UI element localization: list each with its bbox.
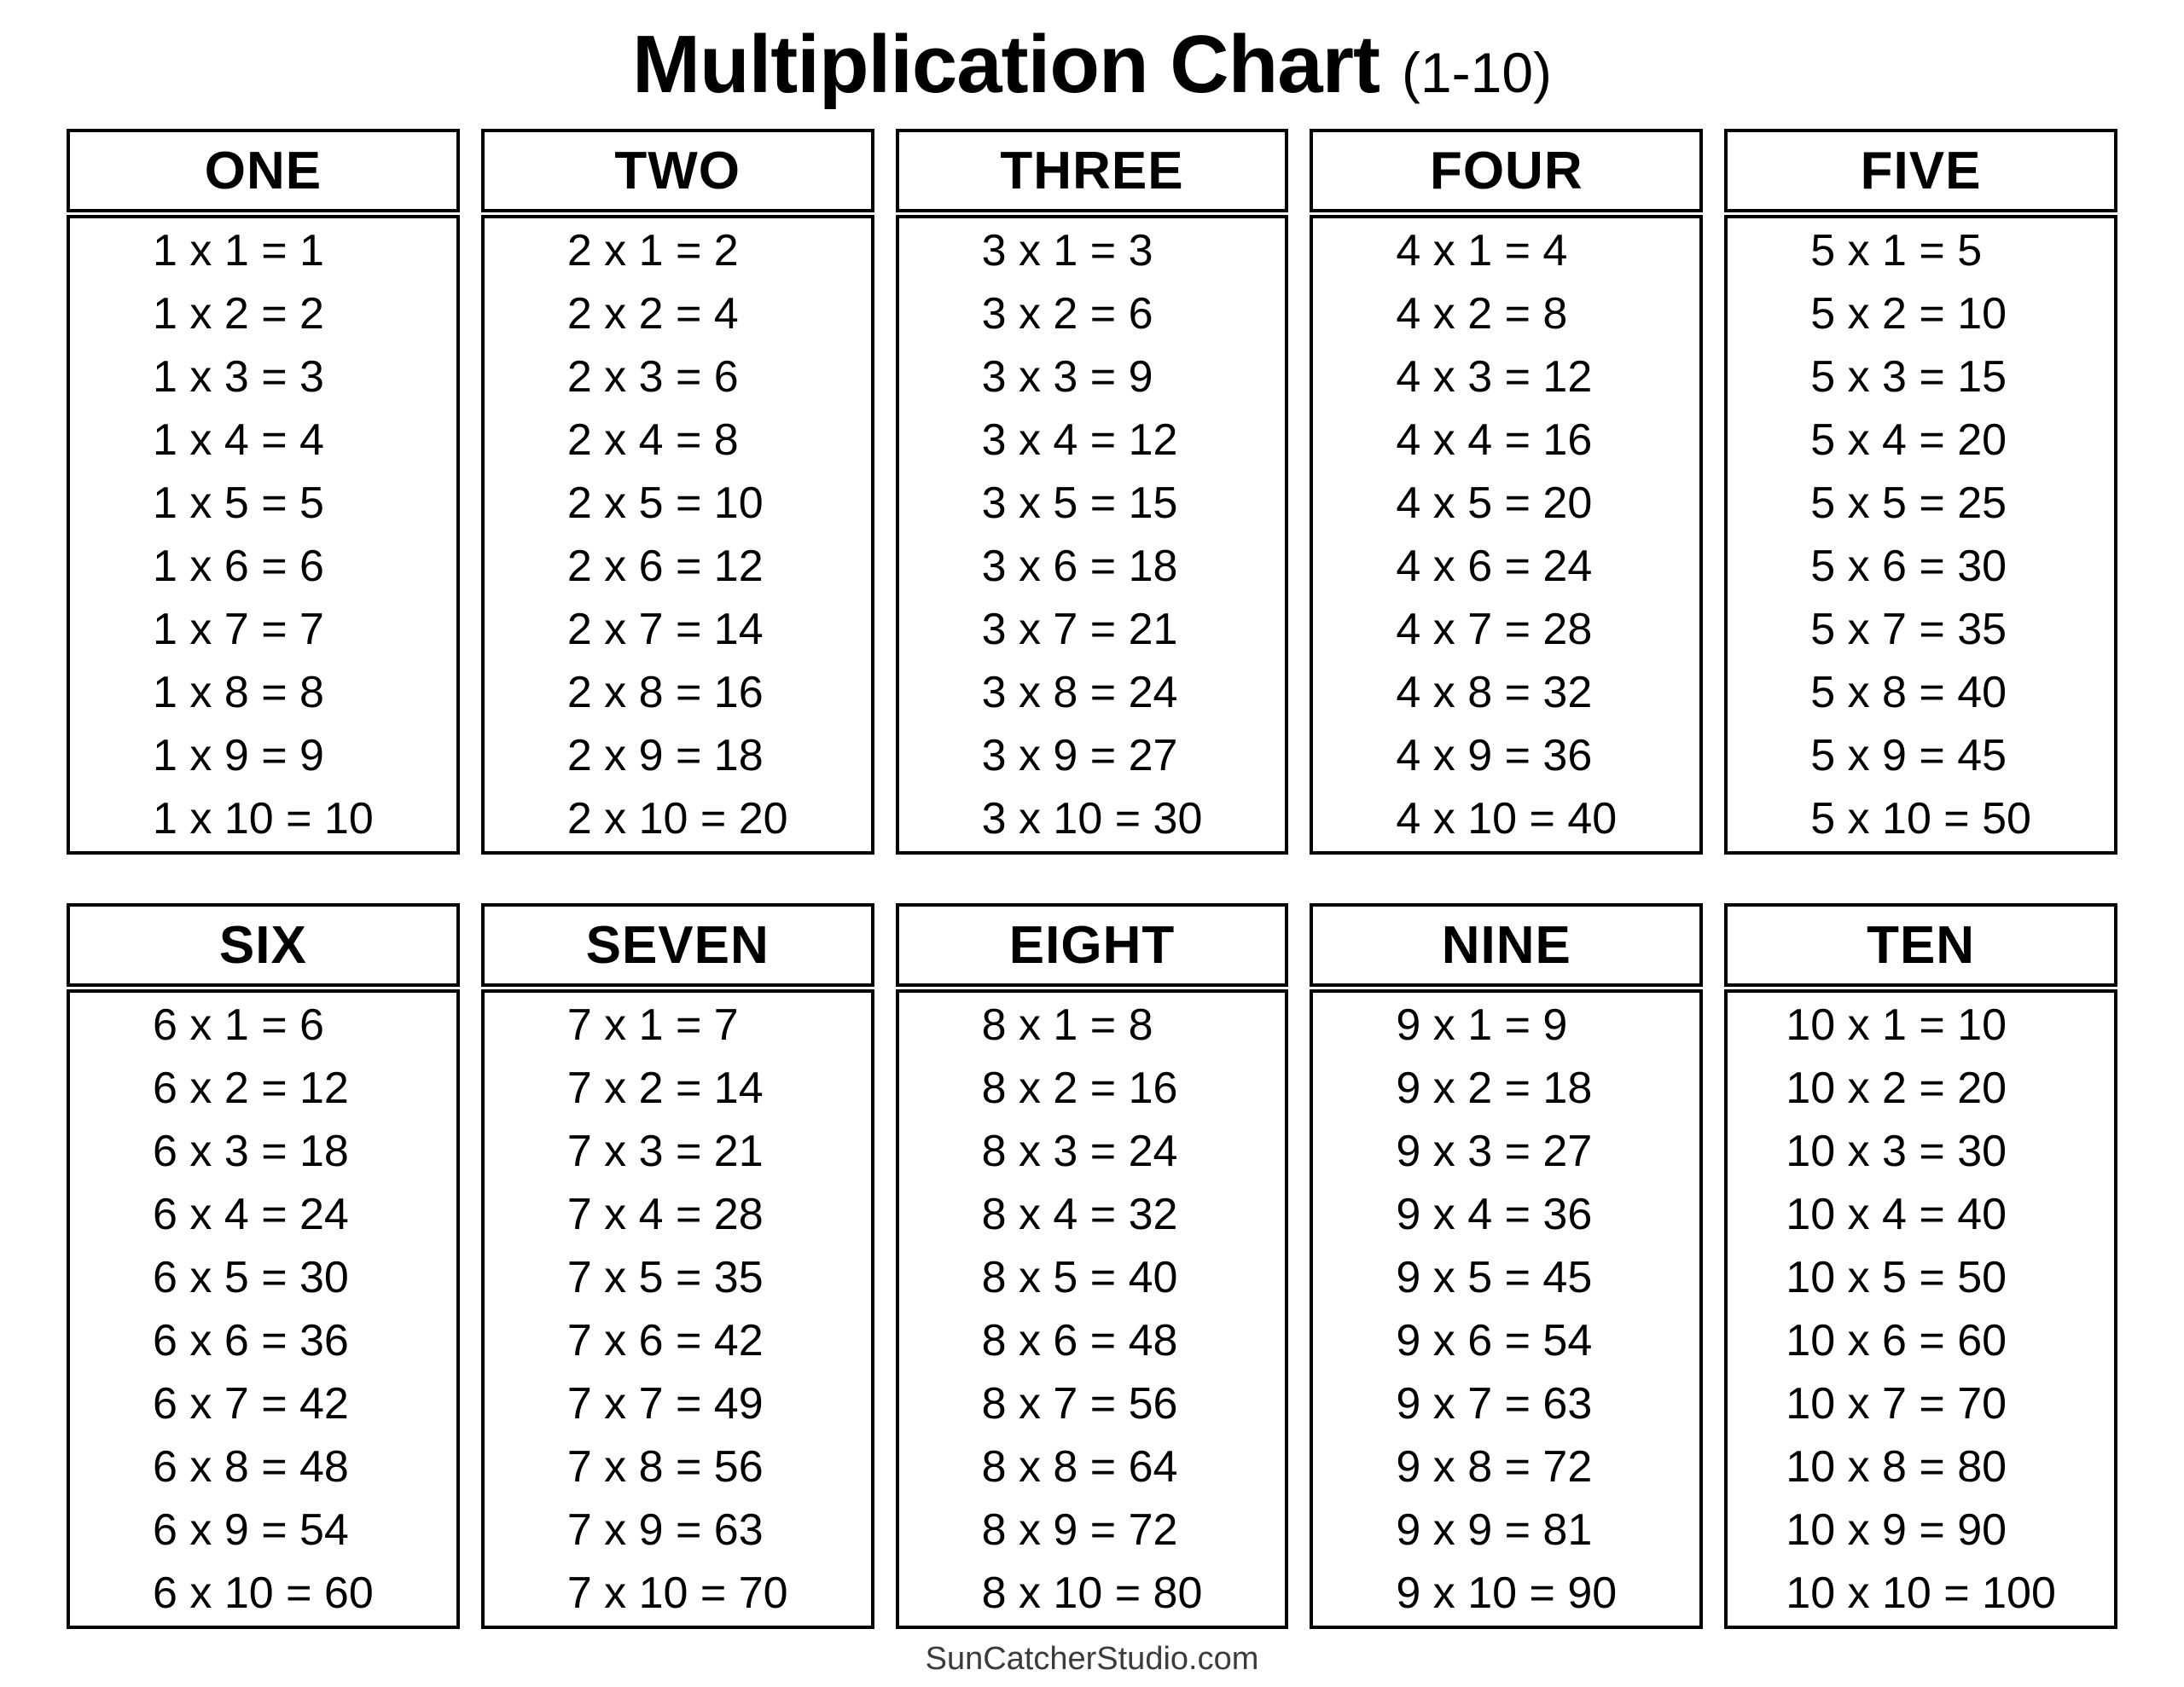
fact-row: 6 x 7 = 42 xyxy=(153,1379,349,1429)
fact-row: 8 x 3 = 24 xyxy=(981,1127,1178,1176)
fact-row: 10 x 9 = 90 xyxy=(1786,1505,2007,1555)
table-header: SIX xyxy=(67,903,460,987)
fact-row: 7 x 4 = 28 xyxy=(566,1190,764,1239)
fact-row: 4 x 1 = 4 xyxy=(1396,226,1568,275)
fact-row: 2 x 10 = 20 xyxy=(566,794,788,844)
multiplication-table-card xyxy=(67,129,460,855)
fact-row: 3 x 3 = 9 xyxy=(981,352,1153,402)
fact-row: 6 x 2 = 12 xyxy=(153,1064,349,1113)
table-header: EIGHT xyxy=(896,903,1289,987)
fact-row: 3 x 6 = 18 xyxy=(981,542,1178,591)
fact-row: 5 x 3 = 15 xyxy=(1810,352,2007,402)
table-header: ONE xyxy=(67,129,460,212)
fact-row: 10 x 5 = 50 xyxy=(1786,1253,2007,1302)
fact-row: 1 x 10 = 10 xyxy=(153,794,374,844)
fact-row: 9 x 5 = 45 xyxy=(1396,1253,1593,1302)
fact-row: 2 x 2 = 4 xyxy=(566,289,739,339)
table-body xyxy=(67,989,460,1629)
table-body xyxy=(1724,215,2117,855)
page-title-main: Multiplication Chart xyxy=(631,18,1380,110)
fact-row: 1 x 1 = 1 xyxy=(153,226,324,275)
fact-row: 2 x 5 = 10 xyxy=(566,478,764,528)
fact-row: 5 x 9 = 45 xyxy=(1810,731,2007,780)
table-body xyxy=(896,989,1289,1629)
fact-row: 8 x 5 = 40 xyxy=(981,1253,1178,1302)
fact-row: 2 x 8 = 16 xyxy=(566,668,764,717)
fact-row: 2 x 7 = 14 xyxy=(566,605,764,654)
table-body xyxy=(67,215,460,855)
page-title xyxy=(0,0,2184,129)
fact-row: 9 x 2 = 18 xyxy=(1396,1064,1593,1113)
fact-row: 10 x 2 = 20 xyxy=(1786,1064,2007,1113)
fact-row: 9 x 6 = 54 xyxy=(1396,1316,1593,1365)
fact-row: 3 x 9 = 27 xyxy=(981,731,1178,780)
table-header: THREE xyxy=(896,129,1289,212)
page-title-inner xyxy=(632,18,1552,112)
fact-row: 8 x 2 = 16 xyxy=(981,1064,1178,1113)
fact-row: 4 x 3 = 12 xyxy=(1396,352,1593,402)
fact-row: 10 x 10 = 100 xyxy=(1786,1568,2056,1618)
fact-row: 9 x 8 = 72 xyxy=(1396,1442,1593,1492)
multiplication-table-card xyxy=(896,903,1289,1629)
fact-row: 8 x 8 = 64 xyxy=(981,1442,1178,1492)
fact-row: 6 x 9 = 54 xyxy=(153,1505,349,1555)
fact-row: 7 x 10 = 70 xyxy=(566,1568,788,1618)
page-footer xyxy=(0,1641,2184,1678)
fact-row: 9 x 7 = 63 xyxy=(1396,1379,1593,1429)
multiplication-table-card xyxy=(1310,129,1703,855)
table-body xyxy=(1310,215,1703,855)
fact-row: 7 x 5 = 35 xyxy=(566,1253,764,1302)
fact-row: 5 x 8 = 40 xyxy=(1810,668,2007,717)
fact-row: 2 x 6 = 12 xyxy=(566,542,764,591)
fact-row: 10 x 1 = 10 xyxy=(1786,1000,2007,1050)
facts-list xyxy=(567,994,788,1625)
fact-row: 1 x 9 = 9 xyxy=(153,731,324,780)
fact-row: 7 x 3 = 21 xyxy=(566,1127,764,1176)
fact-row: 3 x 7 = 21 xyxy=(981,605,1178,654)
fact-row: 3 x 4 = 12 xyxy=(981,415,1178,465)
fact-row: 6 x 6 = 36 xyxy=(153,1316,349,1365)
fact-row: 1 x 5 = 5 xyxy=(153,478,324,528)
multiplication-tables-grid xyxy=(67,129,2117,1629)
table-body xyxy=(896,215,1289,855)
fact-row: 3 x 8 = 24 xyxy=(981,668,1178,717)
fact-row: 10 x 4 = 40 xyxy=(1786,1190,2007,1239)
table-body xyxy=(1724,989,2117,1629)
fact-row: 8 x 7 = 56 xyxy=(981,1379,1178,1429)
fact-row: 10 x 3 = 30 xyxy=(1786,1127,2007,1176)
fact-row: 2 x 4 = 8 xyxy=(566,415,739,465)
fact-row: 4 x 4 = 16 xyxy=(1396,415,1593,465)
fact-row: 4 x 5 = 20 xyxy=(1396,478,1593,528)
fact-row: 1 x 7 = 7 xyxy=(153,605,324,654)
page-title-range: (1-10) xyxy=(1401,40,1553,104)
table-header: TWO xyxy=(481,129,874,212)
fact-row: 5 x 1 = 5 xyxy=(1810,226,1983,275)
table-body xyxy=(481,215,874,855)
fact-row: 8 x 9 = 72 xyxy=(981,1505,1178,1555)
table-header: SEVEN xyxy=(481,903,874,987)
fact-row: 5 x 6 = 30 xyxy=(1810,542,2007,591)
facts-list xyxy=(982,219,1203,850)
fact-row: 1 x 2 = 2 xyxy=(153,289,324,339)
fact-row: 9 x 10 = 90 xyxy=(1396,1568,1618,1618)
fact-row: 6 x 8 = 48 xyxy=(153,1442,349,1492)
facts-list xyxy=(1810,219,2031,850)
fact-row: 6 x 3 = 18 xyxy=(153,1127,349,1176)
facts-list xyxy=(567,219,788,850)
fact-row: 2 x 9 = 18 xyxy=(566,731,764,780)
fact-row: 1 x 4 = 4 xyxy=(153,415,324,465)
fact-row: 6 x 10 = 60 xyxy=(153,1568,374,1618)
fact-row: 2 x 3 = 6 xyxy=(566,352,739,402)
fact-row: 10 x 8 = 80 xyxy=(1786,1442,2007,1492)
fact-row: 5 x 7 = 35 xyxy=(1810,605,2007,654)
table-header: NINE xyxy=(1310,903,1703,987)
fact-row: 3 x 1 = 3 xyxy=(981,226,1153,275)
facts-list xyxy=(153,994,374,1625)
facts-list xyxy=(1786,994,2056,1625)
fact-row: 7 x 1 = 7 xyxy=(566,1000,739,1050)
fact-row: 5 x 10 = 50 xyxy=(1810,794,2031,844)
fact-row: 2 x 1 = 2 xyxy=(566,226,739,275)
fact-row: 9 x 4 = 36 xyxy=(1396,1190,1593,1239)
fact-row: 7 x 7 = 49 xyxy=(566,1379,764,1429)
fact-row: 4 x 8 = 32 xyxy=(1396,668,1593,717)
table-body xyxy=(481,989,874,1629)
multiplication-table-card xyxy=(67,903,460,1629)
table-header: FOUR xyxy=(1310,129,1703,212)
fact-row: 7 x 8 = 56 xyxy=(566,1442,764,1492)
multiplication-table-card xyxy=(1724,903,2117,1629)
fact-row: 8 x 6 = 48 xyxy=(981,1316,1178,1365)
multiplication-table-card xyxy=(896,129,1289,855)
fact-row: 4 x 7 = 28 xyxy=(1396,605,1593,654)
fact-row: 5 x 5 = 25 xyxy=(1810,478,2007,528)
footer-site-name: SunCatcherStudio.com xyxy=(925,1641,1259,1677)
fact-row: 4 x 9 = 36 xyxy=(1396,731,1593,780)
facts-list xyxy=(1396,994,1617,1625)
fact-row: 8 x 1 = 8 xyxy=(981,1000,1153,1050)
fact-row: 10 x 7 = 70 xyxy=(1786,1379,2007,1429)
fact-row: 3 x 10 = 30 xyxy=(981,794,1203,844)
fact-row: 1 x 8 = 8 xyxy=(153,668,324,717)
fact-row: 3 x 2 = 6 xyxy=(981,289,1153,339)
table-body xyxy=(1310,989,1703,1629)
facts-list xyxy=(1396,219,1617,850)
fact-row: 9 x 3 = 27 xyxy=(1396,1127,1593,1176)
fact-row: 10 x 6 = 60 xyxy=(1786,1316,2007,1365)
fact-row: 6 x 5 = 30 xyxy=(153,1253,349,1302)
fact-row: 8 x 10 = 80 xyxy=(981,1568,1203,1618)
fact-row: 7 x 6 = 42 xyxy=(566,1316,764,1365)
fact-row: 4 x 6 = 24 xyxy=(1396,542,1593,591)
table-header: TEN xyxy=(1724,903,2117,987)
fact-row: 1 x 3 = 3 xyxy=(153,352,324,402)
fact-row: 8 x 4 = 32 xyxy=(981,1190,1178,1239)
multiplication-table-card xyxy=(1724,129,2117,855)
table-header: FIVE xyxy=(1724,129,2117,212)
fact-row: 6 x 4 = 24 xyxy=(153,1190,349,1239)
fact-row: 9 x 1 = 9 xyxy=(1396,1000,1568,1050)
fact-row: 7 x 9 = 63 xyxy=(566,1505,764,1555)
fact-row: 5 x 2 = 10 xyxy=(1810,289,2007,339)
facts-list xyxy=(982,994,1203,1625)
multiplication-table-card xyxy=(1310,903,1703,1629)
fact-row: 4 x 10 = 40 xyxy=(1396,794,1618,844)
fact-row: 7 x 2 = 14 xyxy=(566,1064,764,1113)
fact-row: 6 x 1 = 6 xyxy=(153,1000,324,1050)
fact-row: 4 x 2 = 8 xyxy=(1396,289,1568,339)
fact-row: 5 x 4 = 20 xyxy=(1810,415,2007,465)
fact-row: 3 x 5 = 15 xyxy=(981,478,1178,528)
fact-row: 9 x 9 = 81 xyxy=(1396,1505,1593,1555)
multiplication-table-card xyxy=(481,129,874,855)
facts-list xyxy=(153,219,374,850)
multiplication-table-card xyxy=(481,903,874,1629)
fact-row: 1 x 6 = 6 xyxy=(153,542,324,591)
